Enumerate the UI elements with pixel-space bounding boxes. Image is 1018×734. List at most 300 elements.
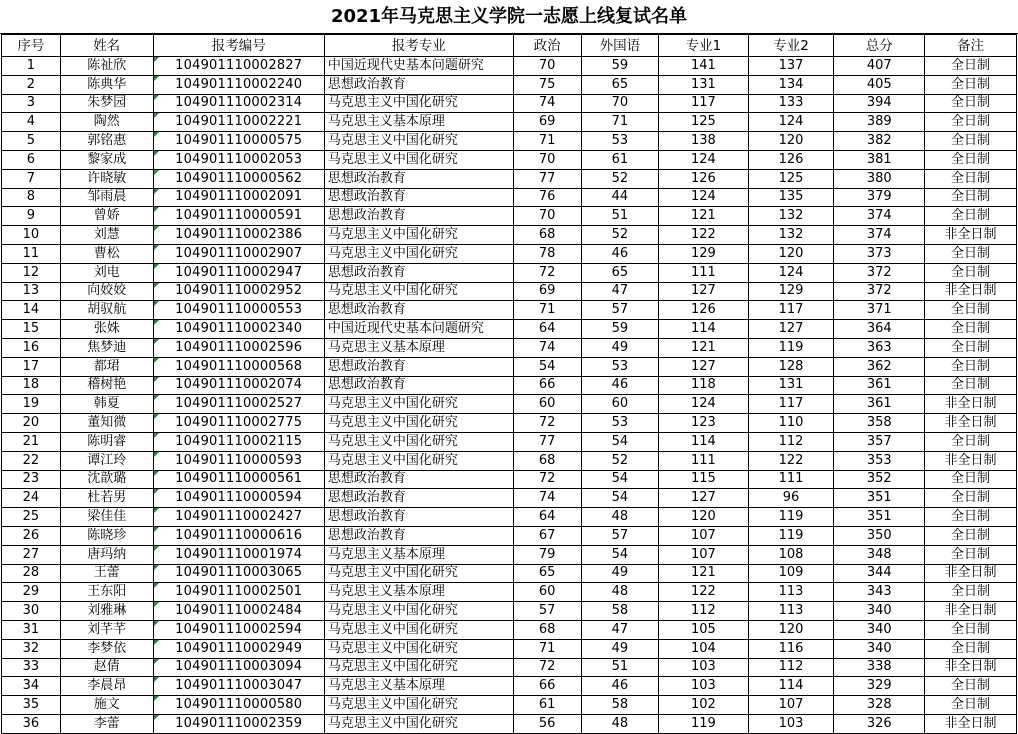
cell-total[interactable]: 379: [834, 188, 925, 207]
cell-seq[interactable]: 24: [2, 489, 61, 508]
cell-politics[interactable]: 71: [513, 301, 581, 320]
cell-major1[interactable]: 126: [659, 301, 749, 320]
cell-total[interactable]: 352: [834, 470, 925, 489]
cell-politics[interactable]: 67: [513, 526, 581, 545]
cell-politics[interactable]: 68: [513, 620, 581, 639]
cell-note[interactable]: 全日制: [925, 583, 1017, 602]
cell-name[interactable]: 许晓敏: [60, 169, 153, 188]
cell-major[interactable]: 马克思主义基本原理: [324, 545, 513, 564]
cell-major[interactable]: 思想政治教育: [324, 508, 513, 527]
cell-total[interactable]: 348: [834, 545, 925, 564]
cell-major2[interactable]: 110: [748, 414, 834, 433]
cell-politics[interactable]: 61: [513, 696, 581, 715]
cell-note[interactable]: 全日制: [925, 57, 1017, 76]
cell-seq[interactable]: 34: [2, 677, 61, 696]
cell-exam-id[interactable]: 104901110002596: [153, 338, 324, 357]
cell-major1[interactable]: 131: [659, 75, 749, 94]
cell-seq[interactable]: 31: [2, 620, 61, 639]
cell-major2[interactable]: 111: [748, 470, 834, 489]
cell-foreign-language[interactable]: 52: [581, 169, 658, 188]
cell-total[interactable]: 351: [834, 508, 925, 527]
cell-name[interactable]: 黎家成: [60, 150, 153, 169]
cell-politics[interactable]: 71: [513, 132, 581, 151]
cell-seq[interactable]: 14: [2, 301, 61, 320]
cell-name[interactable]: 刘雅琳: [60, 602, 153, 621]
cell-name[interactable]: 陈典华: [60, 75, 153, 94]
cell-major1[interactable]: 104: [659, 639, 749, 658]
cell-major1[interactable]: 103: [659, 677, 749, 696]
cell-exam-id[interactable]: 104901110000561: [153, 470, 324, 489]
cell-politics[interactable]: 56: [513, 714, 581, 733]
cell-politics[interactable]: 64: [513, 320, 581, 339]
cell-major2[interactable]: 132: [748, 207, 834, 226]
cell-name[interactable]: 向姣姣: [60, 282, 153, 301]
cell-politics[interactable]: 78: [513, 244, 581, 263]
cell-politics[interactable]: 72: [513, 658, 581, 677]
cell-major2[interactable]: 125: [748, 169, 834, 188]
cell-politics[interactable]: 75: [513, 75, 581, 94]
col-header-note[interactable]: 备注: [925, 35, 1017, 57]
cell-politics[interactable]: 60: [513, 395, 581, 414]
cell-politics[interactable]: 77: [513, 169, 581, 188]
cell-foreign-language[interactable]: 58: [581, 696, 658, 715]
cell-note[interactable]: 全日制: [925, 639, 1017, 658]
cell-major[interactable]: 马克思主义中国化研究: [324, 451, 513, 470]
cell-seq[interactable]: 27: [2, 545, 61, 564]
cell-seq[interactable]: 19: [2, 395, 61, 414]
cell-major1[interactable]: 124: [659, 188, 749, 207]
cell-name[interactable]: 曹松: [60, 244, 153, 263]
cell-major[interactable]: 马克思主义中国化研究: [324, 639, 513, 658]
cell-total[interactable]: 358: [834, 414, 925, 433]
cell-seq[interactable]: 16: [2, 338, 61, 357]
cell-major2[interactable]: 127: [748, 320, 834, 339]
cell-exam-id[interactable]: 104901110001974: [153, 545, 324, 564]
cell-seq[interactable]: 30: [2, 602, 61, 621]
cell-politics[interactable]: 74: [513, 94, 581, 113]
cell-note[interactable]: 全日制: [925, 545, 1017, 564]
cell-politics[interactable]: 72: [513, 470, 581, 489]
cell-total[interactable]: 338: [834, 658, 925, 677]
cell-major[interactable]: 马克思主义中国化研究: [324, 414, 513, 433]
cell-foreign-language[interactable]: 48: [581, 508, 658, 527]
cell-major1[interactable]: 120: [659, 508, 749, 527]
cell-total[interactable]: 389: [834, 113, 925, 132]
cell-major2[interactable]: 113: [748, 583, 834, 602]
cell-seq[interactable]: 9: [2, 207, 61, 226]
cell-note[interactable]: 全日制: [925, 677, 1017, 696]
cell-major2[interactable]: 122: [748, 451, 834, 470]
cell-exam-id[interactable]: 104901110003047: [153, 677, 324, 696]
cell-major2[interactable]: 126: [748, 150, 834, 169]
cell-name[interactable]: 刘芊芊: [60, 620, 153, 639]
cell-total[interactable]: 364: [834, 320, 925, 339]
cell-major2[interactable]: 131: [748, 376, 834, 395]
cell-exam-id[interactable]: 104901110003094: [153, 658, 324, 677]
cell-exam-id[interactable]: 104901110002240: [153, 75, 324, 94]
cell-note[interactable]: 全日制: [925, 94, 1017, 113]
cell-seq[interactable]: 23: [2, 470, 61, 489]
cell-total[interactable]: 381: [834, 150, 925, 169]
cell-note[interactable]: 全日制: [925, 338, 1017, 357]
cell-politics[interactable]: 60: [513, 583, 581, 602]
cell-note[interactable]: 全日制: [925, 301, 1017, 320]
cell-note[interactable]: 全日制: [925, 508, 1017, 527]
cell-major[interactable]: 马克思主义中国化研究: [324, 432, 513, 451]
cell-major2[interactable]: 108: [748, 545, 834, 564]
cell-foreign-language[interactable]: 49: [581, 564, 658, 583]
cell-foreign-language[interactable]: 46: [581, 376, 658, 395]
cell-major[interactable]: 思想政治教育: [324, 169, 513, 188]
cell-major1[interactable]: 119: [659, 714, 749, 733]
cell-note[interactable]: 全日制: [925, 132, 1017, 151]
cell-exam-id[interactable]: 104901110002907: [153, 244, 324, 263]
cell-note[interactable]: 全日制: [925, 320, 1017, 339]
cell-major[interactable]: 思想政治教育: [324, 526, 513, 545]
cell-foreign-language[interactable]: 47: [581, 282, 658, 301]
cell-major1[interactable]: 111: [659, 451, 749, 470]
cell-foreign-language[interactable]: 71: [581, 113, 658, 132]
cell-foreign-language[interactable]: 46: [581, 677, 658, 696]
cell-note[interactable]: 非全日制: [925, 602, 1017, 621]
cell-name[interactable]: 施文: [60, 696, 153, 715]
cell-foreign-language[interactable]: 58: [581, 602, 658, 621]
cell-note[interactable]: 全日制: [925, 263, 1017, 282]
cell-name[interactable]: 韩夏: [60, 395, 153, 414]
cell-foreign-language[interactable]: 52: [581, 226, 658, 245]
cell-seq[interactable]: 13: [2, 282, 61, 301]
cell-total[interactable]: 373: [834, 244, 925, 263]
cell-major2[interactable]: 133: [748, 94, 834, 113]
cell-foreign-language[interactable]: 65: [581, 263, 658, 282]
cell-major1[interactable]: 103: [659, 658, 749, 677]
cell-major1[interactable]: 121: [659, 207, 749, 226]
cell-seq[interactable]: 32: [2, 639, 61, 658]
cell-name[interactable]: 朱梦园: [60, 94, 153, 113]
cell-exam-id[interactable]: 104901110002501: [153, 583, 324, 602]
cell-major[interactable]: 思想政治教育: [324, 75, 513, 94]
cell-major[interactable]: 思想政治教育: [324, 376, 513, 395]
cell-major[interactable]: 马克思主义中国化研究: [324, 150, 513, 169]
cell-politics[interactable]: 69: [513, 113, 581, 132]
cell-major2[interactable]: 119: [748, 338, 834, 357]
cell-total[interactable]: 372: [834, 263, 925, 282]
cell-major2[interactable]: 132: [748, 226, 834, 245]
cell-politics[interactable]: 65: [513, 564, 581, 583]
col-header-foreign-language[interactable]: 外国语: [581, 35, 658, 57]
cell-seq[interactable]: 1: [2, 57, 61, 76]
cell-note[interactable]: 非全日制: [925, 282, 1017, 301]
cell-note[interactable]: 非全日制: [925, 395, 1017, 414]
cell-note[interactable]: 全日制: [925, 357, 1017, 376]
cell-exam-id[interactable]: 104901110002594: [153, 620, 324, 639]
cell-foreign-language[interactable]: 51: [581, 658, 658, 677]
cell-foreign-language[interactable]: 54: [581, 470, 658, 489]
cell-total[interactable]: 372: [834, 282, 925, 301]
cell-major2[interactable]: 134: [748, 75, 834, 94]
cell-seq[interactable]: 28: [2, 564, 61, 583]
cell-seq[interactable]: 26: [2, 526, 61, 545]
cell-major1[interactable]: 107: [659, 526, 749, 545]
cell-note[interactable]: 全日制: [925, 620, 1017, 639]
cell-foreign-language[interactable]: 54: [581, 545, 658, 564]
cell-major1[interactable]: 114: [659, 432, 749, 451]
cell-politics[interactable]: 70: [513, 57, 581, 76]
cell-total[interactable]: 374: [834, 207, 925, 226]
cell-name[interactable]: 陈明睿: [60, 432, 153, 451]
cell-major2[interactable]: 107: [748, 696, 834, 715]
cell-foreign-language[interactable]: 59: [581, 320, 658, 339]
cell-name[interactable]: 邹雨晨: [60, 188, 153, 207]
cell-politics[interactable]: 76: [513, 188, 581, 207]
cell-foreign-language[interactable]: 51: [581, 207, 658, 226]
cell-name[interactable]: 都珺: [60, 357, 153, 376]
cell-exam-id[interactable]: 104901110000575: [153, 132, 324, 151]
cell-major[interactable]: 思想政治教育: [324, 301, 513, 320]
cell-major1[interactable]: 126: [659, 169, 749, 188]
cell-total[interactable]: 326: [834, 714, 925, 733]
cell-major[interactable]: 中国近现代史基本问题研究: [324, 57, 513, 76]
cell-major[interactable]: 马克思主义中国化研究: [324, 620, 513, 639]
cell-seq[interactable]: 8: [2, 188, 61, 207]
cell-major[interactable]: 马克思主义中国化研究: [324, 395, 513, 414]
cell-note[interactable]: 非全日制: [925, 414, 1017, 433]
cell-foreign-language[interactable]: 53: [581, 132, 658, 151]
cell-major1[interactable]: 138: [659, 132, 749, 151]
cell-note[interactable]: 非全日制: [925, 714, 1017, 733]
cell-exam-id[interactable]: 104901110002053: [153, 150, 324, 169]
cell-foreign-language[interactable]: 70: [581, 94, 658, 113]
cell-note[interactable]: 全日制: [925, 169, 1017, 188]
cell-major[interactable]: 中国近现代史基本问题研究: [324, 320, 513, 339]
cell-note[interactable]: 非全日制: [925, 451, 1017, 470]
cell-name[interactable]: 刘慧: [60, 226, 153, 245]
cell-politics[interactable]: 77: [513, 432, 581, 451]
cell-major2[interactable]: 96: [748, 489, 834, 508]
cell-total[interactable]: 340: [834, 639, 925, 658]
cell-seq[interactable]: 2: [2, 75, 61, 94]
cell-politics[interactable]: 70: [513, 207, 581, 226]
cell-seq[interactable]: 17: [2, 357, 61, 376]
cell-seq[interactable]: 5: [2, 132, 61, 151]
cell-total[interactable]: 362: [834, 357, 925, 376]
cell-major[interactable]: 马克思主义中国化研究: [324, 132, 513, 151]
cell-major2[interactable]: 120: [748, 132, 834, 151]
cell-seq[interactable]: 4: [2, 113, 61, 132]
cell-politics[interactable]: 74: [513, 338, 581, 357]
cell-exam-id[interactable]: 104901110002386: [153, 226, 324, 245]
cell-major2[interactable]: 124: [748, 113, 834, 132]
cell-major1[interactable]: 114: [659, 320, 749, 339]
cell-name[interactable]: 曾娇: [60, 207, 153, 226]
cell-note[interactable]: 全日制: [925, 470, 1017, 489]
cell-total[interactable]: 328: [834, 696, 925, 715]
cell-note[interactable]: 非全日制: [925, 564, 1017, 583]
cell-major1[interactable]: 127: [659, 282, 749, 301]
cell-exam-id[interactable]: 104901110002527: [153, 395, 324, 414]
cell-major1[interactable]: 121: [659, 564, 749, 583]
cell-major1[interactable]: 111: [659, 263, 749, 282]
cell-note[interactable]: 全日制: [925, 244, 1017, 263]
cell-foreign-language[interactable]: 61: [581, 150, 658, 169]
cell-major1[interactable]: 129: [659, 244, 749, 263]
cell-name[interactable]: 沈歆璐: [60, 470, 153, 489]
cell-politics[interactable]: 79: [513, 545, 581, 564]
col-header-id[interactable]: 报考编号: [153, 35, 324, 57]
cell-major2[interactable]: 120: [748, 620, 834, 639]
cell-name[interactable]: 王东阳: [60, 583, 153, 602]
cell-exam-id[interactable]: 104901110002091: [153, 188, 324, 207]
cell-politics[interactable]: 68: [513, 451, 581, 470]
cell-major1[interactable]: 124: [659, 150, 749, 169]
cell-major1[interactable]: 107: [659, 545, 749, 564]
cell-exam-id[interactable]: 104901110002484: [153, 602, 324, 621]
cell-major2[interactable]: 124: [748, 263, 834, 282]
cell-total[interactable]: 361: [834, 395, 925, 414]
cell-major[interactable]: 马克思主义基本原理: [324, 113, 513, 132]
cell-politics[interactable]: 74: [513, 489, 581, 508]
cell-major1[interactable]: 117: [659, 94, 749, 113]
cell-major2[interactable]: 117: [748, 395, 834, 414]
cell-major2[interactable]: 120: [748, 244, 834, 263]
cell-politics[interactable]: 72: [513, 263, 581, 282]
cell-total[interactable]: 380: [834, 169, 925, 188]
cell-seq[interactable]: 25: [2, 508, 61, 527]
cell-seq[interactable]: 11: [2, 244, 61, 263]
cell-name[interactable]: 杜若男: [60, 489, 153, 508]
cell-name[interactable]: 张姝: [60, 320, 153, 339]
cell-foreign-language[interactable]: 54: [581, 432, 658, 451]
cell-foreign-language[interactable]: 54: [581, 489, 658, 508]
cell-seq[interactable]: 15: [2, 320, 61, 339]
col-header-major[interactable]: 报考专业: [324, 35, 513, 57]
cell-politics[interactable]: 71: [513, 639, 581, 658]
cell-major[interactable]: 思想政治教育: [324, 470, 513, 489]
cell-name[interactable]: 陈祉欣: [60, 57, 153, 76]
cell-exam-id[interactable]: 104901110000568: [153, 357, 324, 376]
cell-exam-id[interactable]: 104901110002775: [153, 414, 324, 433]
cell-major1[interactable]: 141: [659, 57, 749, 76]
cell-name[interactable]: 胡驭航: [60, 301, 153, 320]
col-header-major2[interactable]: 专业2: [748, 35, 834, 57]
cell-exam-id[interactable]: 104901110002427: [153, 508, 324, 527]
cell-exam-id[interactable]: 104901110000593: [153, 451, 324, 470]
col-header-name[interactable]: 姓名: [60, 35, 153, 57]
cell-major2[interactable]: 112: [748, 658, 834, 677]
cell-note[interactable]: 全日制: [925, 150, 1017, 169]
cell-name[interactable]: 唐玛纳: [60, 545, 153, 564]
cell-seq[interactable]: 20: [2, 414, 61, 433]
cell-exam-id[interactable]: 104901110002359: [153, 714, 324, 733]
cell-major1[interactable]: 105: [659, 620, 749, 639]
cell-seq[interactable]: 6: [2, 150, 61, 169]
cell-exam-id[interactable]: 104901110002947: [153, 263, 324, 282]
cell-foreign-language[interactable]: 47: [581, 620, 658, 639]
cell-seq[interactable]: 33: [2, 658, 61, 677]
cell-exam-id[interactable]: 104901110002314: [153, 94, 324, 113]
cell-note[interactable]: 非全日制: [925, 658, 1017, 677]
cell-foreign-language[interactable]: 53: [581, 357, 658, 376]
cell-seq[interactable]: 36: [2, 714, 61, 733]
cell-seq[interactable]: 12: [2, 263, 61, 282]
cell-total[interactable]: 407: [834, 57, 925, 76]
cell-foreign-language[interactable]: 60: [581, 395, 658, 414]
cell-name[interactable]: 陶然: [60, 113, 153, 132]
cell-total[interactable]: 363: [834, 338, 925, 357]
cell-name[interactable]: 郭铭惠: [60, 132, 153, 151]
col-header-total[interactable]: 总分: [834, 35, 925, 57]
cell-seq[interactable]: 10: [2, 226, 61, 245]
col-header-major1[interactable]: 专业1: [659, 35, 749, 57]
cell-major[interactable]: 思想政治教育: [324, 489, 513, 508]
cell-total[interactable]: 353: [834, 451, 925, 470]
cell-foreign-language[interactable]: 48: [581, 583, 658, 602]
cell-foreign-language[interactable]: 65: [581, 75, 658, 94]
cell-major2[interactable]: 116: [748, 639, 834, 658]
cell-major[interactable]: 马克思主义中国化研究: [324, 244, 513, 263]
cell-politics[interactable]: 72: [513, 414, 581, 433]
cell-note[interactable]: 全日制: [925, 207, 1017, 226]
cell-major[interactable]: 思想政治教育: [324, 188, 513, 207]
cell-note[interactable]: 全日制: [925, 489, 1017, 508]
cell-major2[interactable]: 109: [748, 564, 834, 583]
cell-foreign-language[interactable]: 49: [581, 639, 658, 658]
cell-seq[interactable]: 35: [2, 696, 61, 715]
cell-major1[interactable]: 121: [659, 338, 749, 357]
cell-foreign-language[interactable]: 46: [581, 244, 658, 263]
cell-exam-id[interactable]: 104901110002221: [153, 113, 324, 132]
cell-name[interactable]: 王蕾: [60, 564, 153, 583]
cell-total[interactable]: 351: [834, 489, 925, 508]
cell-major[interactable]: 马克思主义中国化研究: [324, 658, 513, 677]
cell-major2[interactable]: 114: [748, 677, 834, 696]
cell-name[interactable]: 赵倩: [60, 658, 153, 677]
cell-major1[interactable]: 127: [659, 357, 749, 376]
cell-exam-id[interactable]: 104901110002949: [153, 639, 324, 658]
cell-politics[interactable]: 57: [513, 602, 581, 621]
cell-major1[interactable]: 125: [659, 113, 749, 132]
cell-note[interactable]: 全日制: [925, 113, 1017, 132]
cell-politics[interactable]: 66: [513, 376, 581, 395]
cell-name[interactable]: 谭江玲: [60, 451, 153, 470]
cell-exam-id[interactable]: 104901110002952: [153, 282, 324, 301]
cell-politics[interactable]: 69: [513, 282, 581, 301]
cell-name[interactable]: 李梦依: [60, 639, 153, 658]
cell-major[interactable]: 马克思主义基本原理: [324, 677, 513, 696]
cell-major[interactable]: 思想政治教育: [324, 207, 513, 226]
cell-note[interactable]: 非全日制: [925, 226, 1017, 245]
cell-name[interactable]: 董知微: [60, 414, 153, 433]
cell-total[interactable]: 405: [834, 75, 925, 94]
cell-total[interactable]: 371: [834, 301, 925, 320]
cell-seq[interactable]: 18: [2, 376, 61, 395]
cell-total[interactable]: 343: [834, 583, 925, 602]
cell-total[interactable]: 340: [834, 620, 925, 639]
cell-major[interactable]: 思想政治教育: [324, 357, 513, 376]
cell-name[interactable]: 陈晓珍: [60, 526, 153, 545]
cell-major1[interactable]: 127: [659, 489, 749, 508]
cell-total[interactable]: 357: [834, 432, 925, 451]
cell-name[interactable]: 李蕾: [60, 714, 153, 733]
cell-seq[interactable]: 7: [2, 169, 61, 188]
cell-note[interactable]: 全日制: [925, 75, 1017, 94]
cell-seq[interactable]: 3: [2, 94, 61, 113]
cell-politics[interactable]: 70: [513, 150, 581, 169]
cell-name[interactable]: 焦梦迪: [60, 338, 153, 357]
cell-politics[interactable]: 64: [513, 508, 581, 527]
cell-foreign-language[interactable]: 57: [581, 526, 658, 545]
cell-major[interactable]: 马克思主义中国化研究: [324, 696, 513, 715]
